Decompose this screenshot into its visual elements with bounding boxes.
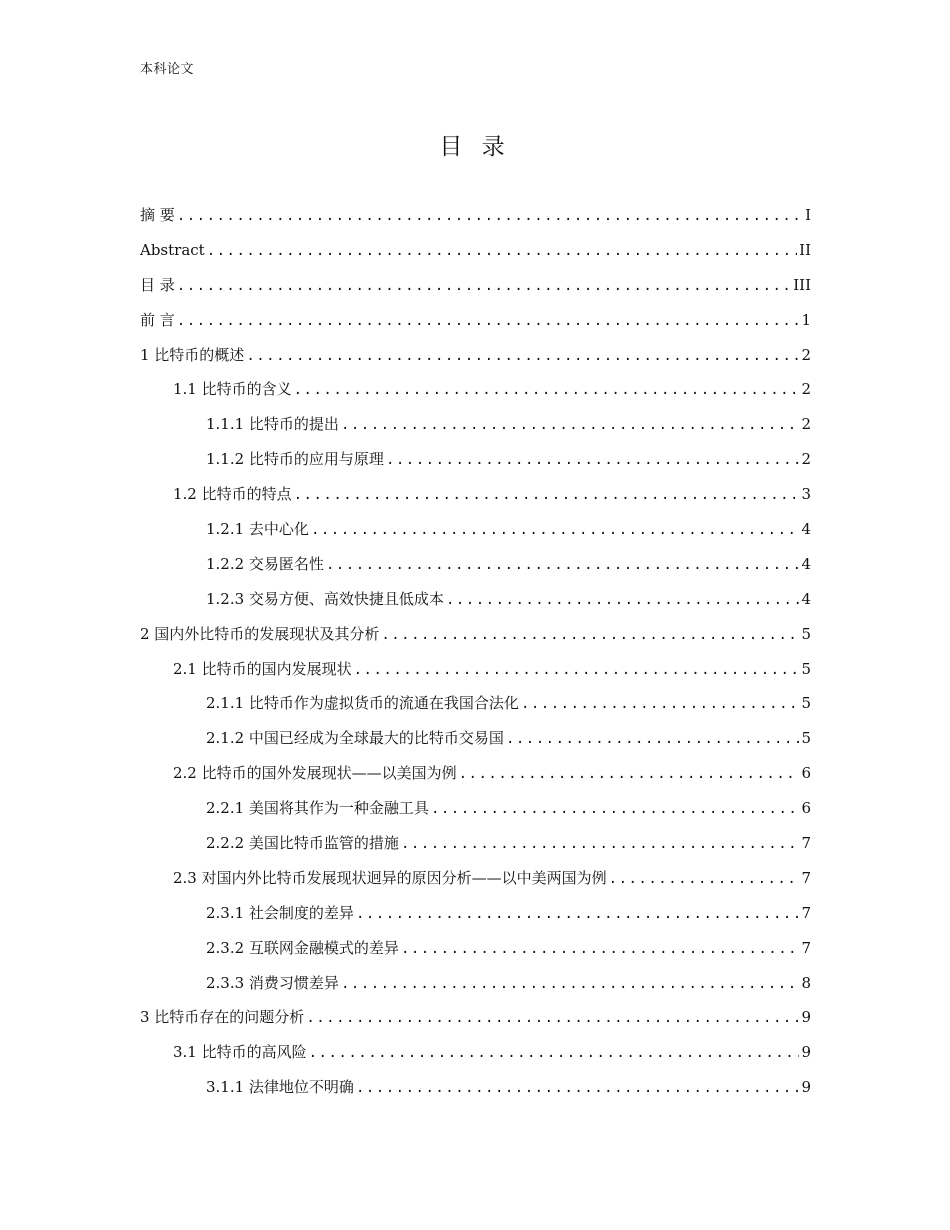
toc-entry[interactable] — [140, 1000, 811, 1035]
dot-leader — [311, 513, 800, 548]
toc-entry-page-number: 5 — [801, 729, 811, 748]
toc-entry[interactable] — [140, 1035, 811, 1070]
toc-entry-page-number: 4 — [801, 589, 811, 608]
toc-entry-page-number: I — [805, 206, 811, 224]
dot-leader — [177, 269, 791, 304]
toc-entry[interactable] — [140, 233, 811, 268]
toc-entry-title: 1.2.3 交易方便、高效快捷且低成本 — [206, 589, 444, 608]
toc-entry-title: 1.1 比特币的含义 — [173, 380, 292, 399]
toc-entry[interactable] — [140, 721, 811, 756]
toc-entry-title: 1.2.2 交易匿名性 — [206, 554, 324, 573]
dot-leader — [609, 862, 800, 897]
page-title: 目 录 — [439, 134, 511, 160]
toc-entry-title: 1.1.2 比特币的应用与原理 — [206, 450, 384, 469]
toc-entry-page-number: 7 — [801, 938, 811, 957]
toc-entry[interactable] — [140, 198, 811, 233]
toc-entry[interactable] — [140, 861, 811, 896]
toc-entry-page-number: 1 — [801, 310, 811, 329]
dot-leader — [294, 373, 800, 408]
dot-leader — [341, 967, 800, 1002]
toc-entry-page-number: 4 — [801, 520, 811, 539]
toc-entry-page-number: 6 — [801, 764, 811, 783]
toc-entry-page-number: 2 — [801, 380, 811, 399]
toc-entry-title: 1 比特币的概述 — [140, 345, 245, 364]
toc-entry[interactable] — [140, 477, 811, 512]
toc-entry[interactable] — [140, 756, 811, 791]
toc-entry-title: 3.1.1 法律地位不明确 — [206, 1078, 354, 1097]
toc-entry[interactable] — [140, 372, 811, 407]
toc-entry-page-number: 5 — [801, 694, 811, 713]
toc-entry-page-number: III — [793, 275, 811, 294]
table-of-contents — [140, 198, 811, 1105]
toc-entry-page-number: 7 — [801, 834, 811, 853]
toc-entry-title: 2.3 对国内外比特币发展现状迥异的原因分析——以中美两国为例 — [173, 868, 607, 887]
toc-entry-title: 2.2.1 美国将其作为一种金融工具 — [206, 799, 429, 818]
dot-leader — [521, 687, 800, 722]
toc-entry[interactable] — [140, 338, 811, 373]
toc-entry-page-number: 8 — [801, 973, 811, 992]
toc-entry[interactable] — [140, 931, 811, 966]
toc-entry-page-number: 9 — [801, 1008, 811, 1027]
toc-entry[interactable] — [140, 268, 811, 303]
dot-leader — [177, 304, 800, 339]
toc-entry-page-number: 4 — [801, 554, 811, 573]
toc-entry-title: 目 录 — [140, 275, 175, 294]
toc-entry-page-number: 9 — [801, 1078, 811, 1097]
dot-leader — [294, 478, 800, 513]
page-header: 本科论文 — [140, 62, 195, 77]
toc-entry-title: 2.3.2 互联网金融模式的差异 — [206, 938, 399, 957]
toc-entry-title: 1.2 比特币的特点 — [173, 485, 292, 504]
toc-entry-title: 2.2 比特币的国外发展现状——以美国为例 — [173, 764, 457, 783]
toc-entry-page-number: 2 — [801, 345, 811, 364]
toc-entry-title: 2.1 比特币的国内发展现状 — [173, 659, 352, 678]
toc-entry-title: 2.1.2 中国已经成为全球最大的比特币交易国 — [206, 729, 504, 748]
toc-entry-page-number: 2 — [801, 415, 811, 434]
toc-entry-page-number: 6 — [801, 799, 811, 818]
toc-entry[interactable] — [140, 617, 811, 652]
toc-entry-page-number: 9 — [801, 1043, 811, 1062]
dot-leader — [246, 339, 799, 374]
toc-entry-title: 2.1.1 比特币作为虚拟货币的流通在我国合法化 — [206, 694, 519, 713]
dot-leader — [386, 443, 800, 478]
toc-entry-title: 摘 要 — [140, 206, 175, 224]
dot-leader — [354, 653, 800, 688]
dot-leader — [431, 792, 800, 827]
toc-entry-title: 1.2.1 去中心化 — [206, 520, 309, 539]
toc-entry-title: 1.1.1 比特币的提出 — [206, 415, 339, 434]
toc-entry-page-number: 2 — [801, 450, 811, 469]
dot-leader — [459, 757, 800, 792]
dot-leader — [356, 1071, 800, 1106]
dot-leader — [309, 1036, 800, 1071]
toc-entry-page-number: 7 — [801, 903, 811, 922]
dot-leader — [177, 199, 803, 234]
toc-entry[interactable] — [140, 547, 811, 582]
dot-leader — [341, 408, 800, 443]
toc-entry-page-number: 5 — [801, 659, 811, 678]
toc-entry[interactable] — [140, 826, 811, 861]
toc-entry[interactable] — [140, 791, 811, 826]
dot-leader — [356, 897, 800, 932]
toc-entry-title: Abstract — [140, 240, 205, 259]
dot-leader — [381, 618, 799, 653]
dot-leader — [401, 932, 800, 967]
toc-entry-title: 2.2.2 美国比特币监管的措施 — [206, 834, 399, 853]
toc-entry-title: 2.3.1 社会制度的差异 — [206, 903, 354, 922]
toc-entry-page-number: 5 — [801, 624, 811, 643]
dot-leader — [207, 234, 797, 269]
toc-entry[interactable] — [140, 1070, 811, 1105]
toc-entry[interactable] — [140, 407, 811, 442]
toc-entry-title: 2 国内外比特币的发展现状及其分析 — [140, 624, 380, 643]
toc-entry-title: 3 比特币存在的问题分析 — [140, 1008, 305, 1027]
toc-entry[interactable] — [140, 686, 811, 721]
toc-entry[interactable] — [140, 512, 811, 547]
toc-entry-page-number: 3 — [801, 485, 811, 504]
dot-leader — [401, 827, 800, 862]
toc-entry[interactable] — [140, 442, 811, 477]
toc-entry[interactable] — [140, 896, 811, 931]
dot-leader — [446, 583, 800, 618]
toc-entry-title: 2.3.3 消费习惯差异 — [206, 973, 339, 992]
dot-leader — [326, 548, 800, 583]
dot-leader — [506, 722, 800, 757]
toc-entry-page-number: II — [799, 240, 811, 259]
toc-entry[interactable] — [140, 652, 811, 687]
toc-entry[interactable] — [140, 966, 811, 1001]
toc-entry-title: 前 言 — [140, 310, 175, 329]
dot-leader — [306, 1001, 799, 1036]
toc-entry[interactable] — [140, 582, 811, 617]
toc-entry-page-number: 7 — [801, 868, 811, 887]
toc-entry[interactable] — [140, 303, 811, 338]
toc-entry-title: 3.1 比特币的高风险 — [173, 1043, 307, 1062]
